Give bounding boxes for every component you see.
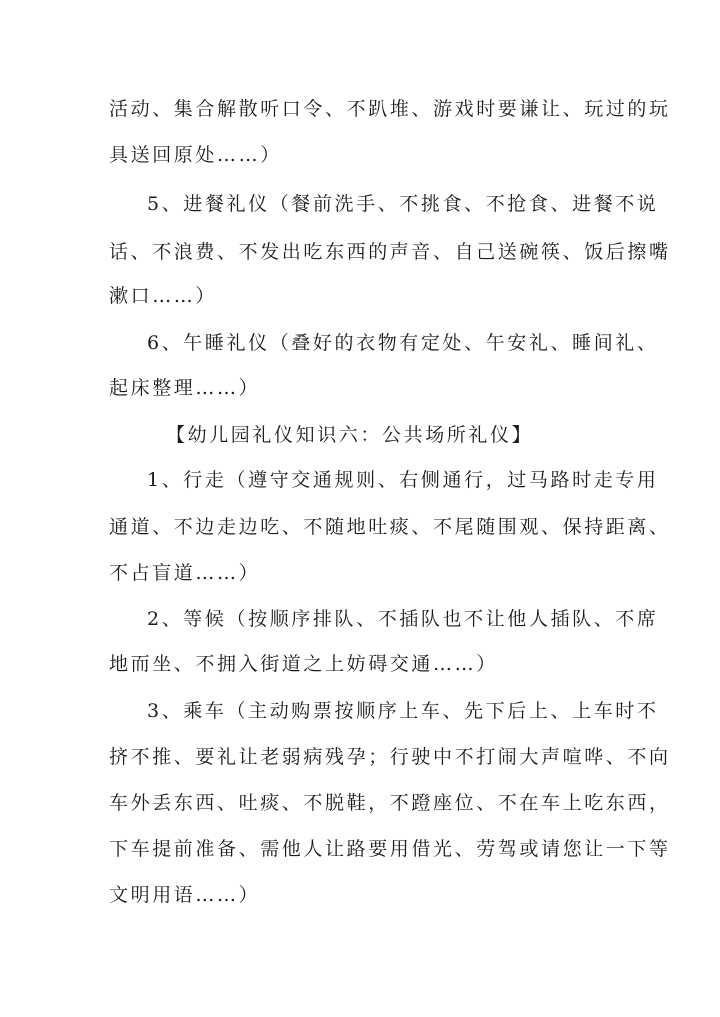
list-item-2-line: 2、等候（按顺序排队、不插队也不让他人插队、不席 <box>147 608 659 630</box>
text-line: 活动、集合解散听口令、不趴堆、游戏时要谦让、玩过的玩 <box>109 98 671 120</box>
text-line: 车外丢东西、吐痰、不脱鞋，不蹬座位、不在车上吃东西， <box>109 792 671 814</box>
text-line: 通道、不边走边吃、不随地吐痰、不尾随围观、保持距离、 <box>109 516 671 538</box>
text-line: 漱口……） <box>109 285 218 307</box>
text-line: 地而坐、不拥入街道之上妨碍交通……） <box>109 653 498 675</box>
list-item-1-line: 1、行走（遵守交通规则、右侧通行，过马路时走专用 <box>147 469 659 491</box>
text-line: 下车提前准备、需他人让路要用借光、劳驾或请您让一下等 <box>109 838 671 860</box>
text-line: 起床整理……） <box>109 377 261 399</box>
text-line: 挤不推、要礼让老弱病残孕；行驶中不打闹大声喧哗、不向 <box>109 746 671 768</box>
list-item-3-line: 3、乘车（主动购票按顺序上车、先下后上、上车时不 <box>147 700 659 722</box>
text-line: 文明用语……） <box>109 884 261 906</box>
list-item-6-line: 6、午睡礼仪（叠好的衣物有定处、午安礼、睡间礼、 <box>147 332 659 354</box>
text-line: 不占盲道……） <box>109 562 261 584</box>
text-line: 具送回原处……） <box>109 144 282 166</box>
list-item-5-line: 5、进餐礼仪（餐前洗手、不挑食、不抢食、进餐不说 <box>147 193 659 215</box>
text-line: 话、不浪费、不发出吃东西的声音、自己送碗筷、饭后擦嘴 <box>109 241 671 263</box>
section-heading: 【幼儿园礼仪知识六：公共场所礼仪】 <box>166 424 534 446</box>
